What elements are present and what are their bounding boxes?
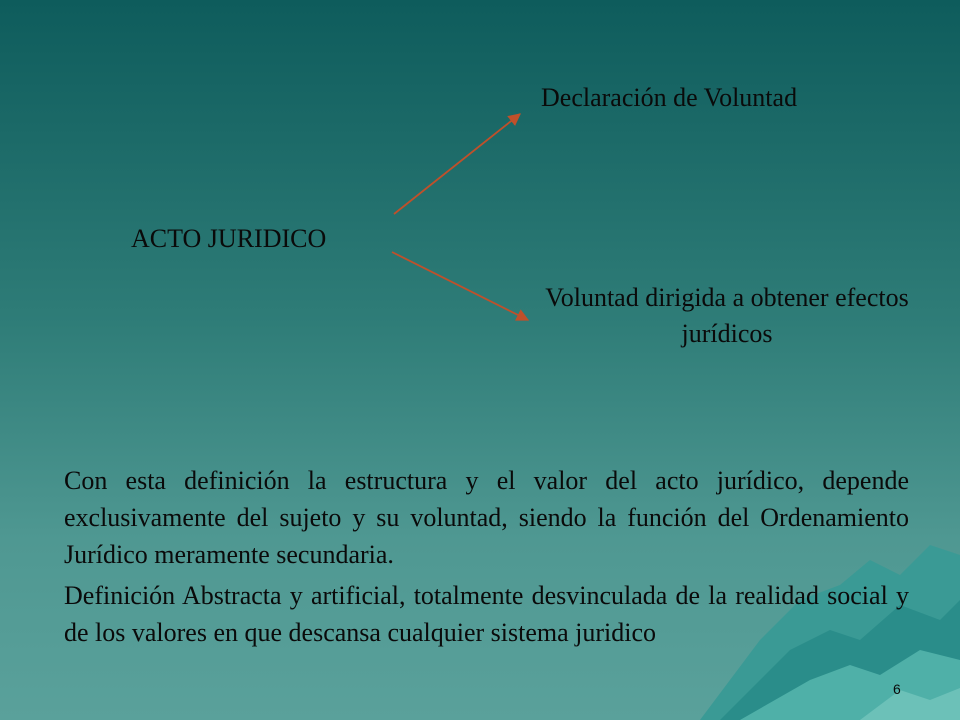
- page-number: 6: [893, 681, 901, 697]
- branch-top-label: Declaración de Voluntad: [541, 83, 798, 112]
- paragraph-definition: Con esta definición la estructura y el valor del acto jurídico, depende exclusivamente del sujeto y su voluntad, siendo la función del Ordenamiento Jurídico meramente secundaria.: [64, 466, 909, 569]
- arrow-up: [394, 114, 520, 214]
- paragraph-critique: Definición Abstracta y artificial, totalmente desvinculada de la realidad social y de los valores en que descansa cualquier sistema juridico: [64, 581, 909, 647]
- arrow-down: [392, 252, 528, 320]
- branch-bottom-label: Voluntad dirigida a obtener efectos jurídicos: [545, 283, 909, 348]
- center-label: ACTO JURIDICO: [131, 224, 327, 253]
